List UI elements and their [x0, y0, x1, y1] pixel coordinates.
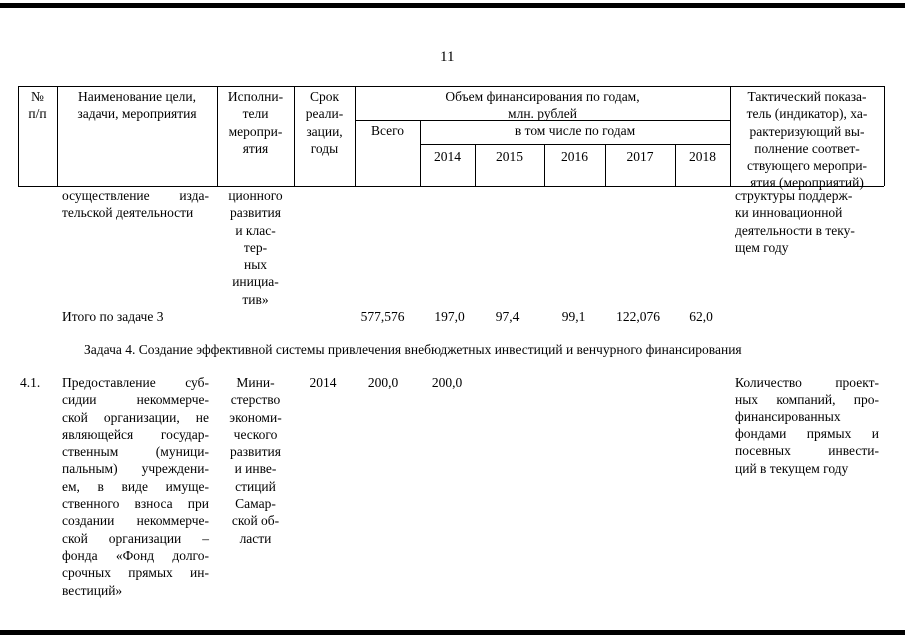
continued-indicator-line: деятельности в теку-: [735, 222, 855, 238]
row-4-1-name-end: [62, 582, 122, 599]
row-name-line: являющейся государ-: [62, 426, 209, 442]
continued-exec-line: инициа-: [232, 274, 279, 290]
header-indicator-line: рактеризующий вы-: [749, 123, 865, 139]
row-exec-line: Мини-: [236, 375, 275, 390]
header-indicator-line: тель (индикатор), ха-: [746, 106, 868, 122]
row-exec-line: развития: [229, 444, 281, 460]
total-2016: 99,1: [561, 309, 586, 324]
row-name-line: сидии некоммерче-: [62, 392, 209, 408]
row-4-1-indicator: [735, 374, 879, 409]
funding-title-line: млн. рублей: [508, 106, 577, 122]
continued-indicator: [735, 187, 855, 256]
row-4-1-executors: [217, 374, 294, 547]
row-exec-line: ческого: [233, 426, 278, 442]
continued-name: [62, 187, 209, 204]
row-4-1-total: 200,0: [367, 375, 399, 390]
header-term-line: зации,: [306, 123, 343, 139]
row-name-line: срочных прямых ин-: [62, 565, 209, 581]
header-name-line: Наименование цели,: [77, 89, 197, 104]
header-term-line: годы: [310, 140, 339, 156]
header-funding-title: [355, 88, 730, 123]
row-exec-line: и инве-: [234, 461, 277, 477]
header-by-years: в том числе по годам: [514, 123, 636, 138]
row-name-line: вестиций»: [62, 583, 123, 598]
header-name-line: задачи, мероприятия: [77, 106, 197, 122]
row-name-line: ем, в виде имуще-: [62, 478, 209, 494]
row-name-line: ственным (муници-: [62, 444, 209, 460]
header-num: [18, 88, 57, 123]
continued-exec-line: тив»: [242, 291, 269, 307]
header-term-line: Срок: [309, 89, 340, 104]
continued-indicator-line: ки инновационной: [735, 205, 843, 221]
total-2018: 62,0: [689, 309, 713, 324]
continued-name-end: [62, 204, 193, 221]
row-exec-line: стиций: [235, 478, 276, 494]
header-year: 2017: [626, 149, 654, 164]
header-term-line: реали-: [305, 106, 344, 122]
header-total: Всего: [370, 123, 405, 138]
task4-title: Задача 4. Создание эффективной системы привлечения внебюджетных инвестиций и венчурного финансирования: [84, 342, 742, 357]
row-indicator-line: фондами прямых и: [735, 426, 879, 441]
row-4-1-indicator-cont: [735, 425, 879, 460]
row-4-1-indicator-end: [735, 460, 848, 477]
row-4-1-2014: 200,0: [431, 375, 463, 390]
header-num-line: п/п: [28, 106, 47, 122]
top-border: [0, 3, 905, 8]
row-exec-line: Самар-: [235, 496, 276, 512]
continued-executors: [217, 187, 294, 308]
row-indicator-line: ций в текущем году: [735, 461, 849, 476]
header-top-rule: [18, 86, 884, 87]
row-name-line: пальным) учреждени-: [62, 461, 209, 477]
header-executors: [217, 88, 294, 157]
by-years-rule: [420, 144, 730, 145]
continued-exec-line: и клас-: [235, 222, 276, 238]
header-indicator-line: Тактический показа-: [747, 89, 867, 104]
row-indicator-line: Количество проект-: [735, 375, 879, 390]
total-2014: 197,0: [434, 309, 465, 324]
continued-exec-line: ных: [243, 257, 268, 273]
row-number: 4.1.: [20, 375, 41, 390]
row-exec-line: экономи-: [229, 409, 282, 425]
continued-indicator-line: щем году: [735, 239, 789, 255]
continued-name-line: осуществление изда-: [62, 188, 209, 203]
row-4-1-term: 2014: [309, 375, 337, 390]
row-exec-line: ласти: [239, 530, 272, 546]
row-indicator-line: ных компаний, про-: [735, 392, 879, 408]
row-4-1-indicator-mid: [735, 408, 841, 425]
total-2017: 122,076: [616, 309, 660, 324]
row-name-line: ственного взноса при: [62, 496, 209, 512]
row-name-line: ской организации –: [62, 530, 209, 546]
header-year: 2016: [561, 149, 588, 164]
header-year: 2014: [434, 149, 461, 164]
header-indicator: [730, 88, 884, 192]
header-indicator-line: ятия (мероприятий): [750, 175, 864, 191]
header-name: [57, 88, 217, 123]
row-indicator-line: финансированных: [735, 409, 841, 424]
row-exec-line: стерство: [230, 392, 281, 408]
grid-vline: [884, 86, 885, 186]
continued-exec-line: тер-: [243, 239, 268, 255]
row-indicator-line: посевных инвести-: [735, 443, 879, 459]
bottom-border: [0, 630, 905, 635]
continued-exec-line: развития: [229, 205, 281, 221]
header-exec-line: Исполни-: [227, 89, 284, 104]
total-value: 577,576: [360, 309, 405, 324]
header-indicator-line: ствующего меропри-: [746, 158, 868, 174]
header-year: 2018: [689, 149, 716, 164]
header-exec-line: тели: [242, 106, 269, 122]
header-term: [294, 88, 355, 157]
row-name-line: ской организации, не: [62, 409, 209, 425]
total-label: Итого по задаче 3: [62, 309, 164, 324]
total-2015: 97,4: [495, 309, 520, 324]
header-indicator-line: полнение соответ-: [754, 140, 860, 156]
row-exec-line: ской об-: [231, 513, 280, 529]
header-exec-line: ятия: [242, 140, 269, 156]
row-name-line: создании некоммерче-: [62, 513, 209, 529]
continued-name-line: тельской деятельности: [62, 205, 194, 220]
row-name-line: фонда «Фонд долго-: [62, 547, 209, 563]
row-4-1-name: [62, 374, 209, 582]
row-name-line: Предоставление суб-: [62, 375, 209, 390]
continued-exec-line: ционного: [228, 188, 283, 203]
continued-indicator-line: структуры поддерж-: [735, 188, 853, 203]
page-number: 11: [440, 49, 455, 65]
funding-title-line: Объем финансирования по годам,: [445, 89, 640, 104]
header-year: 2015: [496, 149, 523, 164]
header-num-line: №: [31, 89, 44, 104]
header-exec-line: меропри-: [228, 123, 283, 139]
